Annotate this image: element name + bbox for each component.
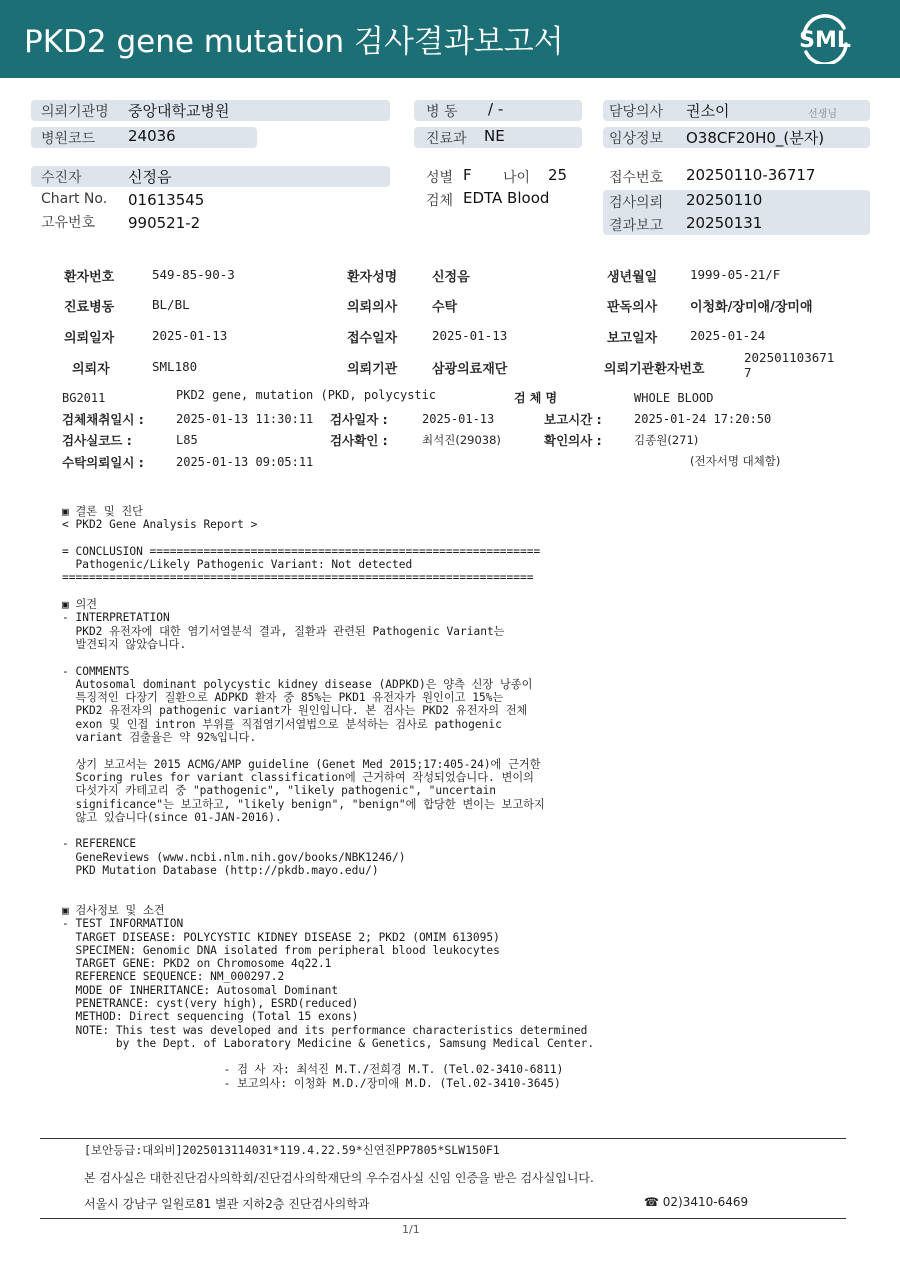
uid-value: 990521-2	[128, 214, 201, 232]
scan-req-doctor: 수탁	[432, 300, 458, 315]
scan-reader: 이청화/장미애/장미애	[690, 300, 813, 315]
scan-reader-label: 판독의사	[607, 300, 658, 315]
scan-request-date: 2025-01-13	[152, 328, 228, 343]
scan-requester-label: 의뢰자	[72, 362, 110, 377]
scan-confirm-doctor-label: 확인의사 :	[544, 433, 602, 448]
patient-label: 수진자	[41, 170, 82, 186]
scan-req-inst: 삼광의료재단	[432, 362, 508, 377]
age-label: 나이	[503, 170, 531, 186]
scan-test-name: PKD2 gene, mutation (PKD, polycystic	[176, 388, 437, 402]
scan-consign-label: 수탁의뢰일시 :	[62, 455, 144, 470]
scan-specimen: WHOLE BLOOD	[634, 391, 714, 405]
phone-text: ☎ 02)3410-6469	[644, 1195, 749, 1209]
request-label: 검사의뢰	[609, 195, 664, 211]
scan-esign: (전자서명 대체함)	[690, 454, 781, 468]
scan-reporttime-label: 보고시간 :	[544, 412, 602, 427]
hospital-code-value: 24036	[128, 127, 176, 145]
sex-label: 성별	[426, 170, 454, 186]
sml-logo	[798, 14, 852, 64]
scan-req-doctor-label: 의뢰의사	[347, 300, 398, 315]
scan-ward-label: 진료병동	[64, 300, 115, 315]
hospital-code-label: 병원코드	[41, 131, 96, 147]
age-value: 25	[548, 166, 568, 184]
receipt-label: 접수번호	[609, 170, 664, 186]
chart-value: 01613545	[128, 191, 205, 209]
scan-room: L85	[176, 433, 198, 447]
scan-confirm-label: 검사확인 :	[330, 433, 388, 448]
footer-bottom-rule	[40, 1218, 846, 1219]
scan-inst-patient-no-2: 7	[744, 365, 752, 380]
certification-text: 본 검사실은 대한진단검사의학회/진단검사의학재단의 우수검사실 신임 인증을 받은 검사실입니다.	[84, 1171, 594, 1185]
scan-ward: BL/BL	[152, 297, 190, 312]
patient-value: 신정음	[128, 168, 172, 186]
scan-collect: 2025-01-13 11:30:11	[176, 412, 314, 426]
scan-reporttime: 2025-01-24 17:20:50	[634, 412, 772, 426]
specimen-value: EDTA Blood	[463, 189, 550, 207]
hospital-label: 의뢰기관명	[41, 104, 109, 120]
clinical-value: O38CF20H0_(분자)	[686, 129, 825, 147]
scan-test-code: BG2011	[62, 391, 106, 405]
dept-label: 진료과	[426, 131, 467, 147]
scan-requester: SML180	[152, 359, 198, 374]
scan-birth-label: 생년월일	[607, 270, 658, 285]
ward-value: / -	[488, 100, 504, 118]
scan-collect-label: 검체채취일시 :	[62, 412, 144, 427]
report-label: 결과보고	[609, 218, 664, 234]
report-body: ▣ 결론 및 진단 < PKD2 Gene Analysis Report > = CONCLUSION ========================================================== Pathogenic/Likely Pathogenic Variant: Not detected ====================================================================== ▣ 의견 - INTERPRETATION PKD2 유전자에 대한 염기서열분석 결과, 질환과 관련된 Pathogenic Variant는 발견되지 않았습니다. - COMMENTS Autosomal dominant polycystic kidney disease (ADPKD)은 양측 신장 낭종이 특징적인 다장기 질환으로 ADPKD 환자 중 85%는 PKD1 유전자가 원인이고 15%는 PKD2 유전자의 pathogenic variant가 원인입니다. 본 검사는 PKD2 유전자의 전체 exon 및 인접 intron 부위를 직접염기서열법으로 분석하는 검사로 pathogenic variant 검출율은 약 92%입니다. 상기 보고서는 2015 ACMG/AMP guideline (Genet Med 2015;17:405-24)에 근거한 Scoring rules for variant classification에 근거하여 작성되었습니다. 변이의 다섯가지 카테고리 중 "pathogenic", "likely pathogenic", "uncertain significance"는 보고하고, "likely benign", "benign"에 합당한 변이는 보고하지 않고 있습니다(since 01-JAN-2016). - REFERENCE GeneReviews (www.ncbi.nlm.nih.gov/books/NBK1246/) PKD Mutation Database (http://pkdb.mayo.edu/) ▣ 검사정보 및 소견 - TEST INFORMATION TARGET DISEASE: POLYCYSTIC KIDNEY DISEASE 2; PKD2 (OMIM 613095) SPECIMEN: Genomic DNA isolated from peripheral blood leukocytes TARGET GENE: PKD2 on Chromosome 4q22.1 REFERENCE SEQUENCE: NM_000297.2 MODE OF INHERITANCE: Autosomal Dominant PENETRANCE: cyst(very high), ESRD(reduced) METHOD: Direct sequencing (Total 15 exons) NOTE: This test was developed and its performance characteristics determined by the Dept. of Laboratory Medicine & Genetics, Samsung Medical Center. - 검 사 자: 최석진 M.T./전희경 M.T. (Tel.02-3410-6811) - 보고의사: 이청화 M.D./장미애 M.D. (Tel.02-3410-3645)	[62, 505, 595, 1090]
clinical-label: 임상정보	[609, 131, 664, 147]
scan-patient-no: 549-85-90-3	[152, 267, 235, 282]
scan-receipt-date-label: 접수일자	[347, 331, 398, 346]
scan-testdate: 2025-01-13	[422, 412, 495, 426]
scan-consign: 2025-01-13 09:05:11	[176, 455, 314, 469]
scan-confirm-doctor: 김종원(271)	[634, 433, 699, 447]
scan-patient-name-label: 환자성명	[347, 270, 398, 285]
scan-receipt-date: 2025-01-13	[432, 328, 508, 343]
doctor-label: 담당의사	[609, 104, 664, 120]
sex-value: F	[463, 166, 472, 184]
receipt-value: 20250110-36717	[686, 166, 816, 184]
hospital-value: 중앙대학교병원	[128, 102, 230, 120]
logo-text: SML	[799, 28, 851, 53]
doctor-value: 권소이	[686, 102, 730, 120]
scan-testdate-label: 검사일자 :	[330, 412, 388, 427]
scan-req-inst-label: 의뢰기관	[347, 362, 398, 377]
scan-inst-patient-no-1: 202501103671	[744, 350, 835, 365]
scan-patient-name: 신정음	[432, 270, 470, 285]
chart-label: Chart No.	[41, 191, 108, 207]
ward-label: 병 동	[426, 104, 458, 120]
scan-report-date: 2025-01-24	[690, 328, 766, 343]
scan-room-label: 검사실코드 :	[62, 433, 132, 448]
uid-label: 고유번호	[41, 215, 96, 231]
scan-report-date-label: 보고일자	[607, 331, 658, 346]
scan-birth: 1999-05-21/F	[690, 267, 781, 282]
footer-top-rule	[40, 1138, 846, 1139]
report-title: PKD2 gene mutation 검사결과보고서	[24, 24, 564, 60]
scan-request-date-label: 의뢰일자	[64, 331, 115, 346]
page-number: 1/1	[402, 1223, 420, 1236]
report-header	[0, 0, 900, 78]
scan-specimen-label: 검 체 명	[514, 391, 558, 405]
scan-patient-no-label: 환자번호	[64, 270, 115, 285]
scan-inst-patient-no-label: 의뢰기관환자번호	[604, 362, 705, 377]
doctor-suffix: 선생님	[808, 109, 837, 120]
request-value: 20250110	[686, 191, 763, 209]
scan-confirm: 최석진(29038)	[422, 433, 501, 447]
patient-box	[31, 166, 390, 187]
security-line: [보안등급:대외비]2025013114031*119.4.22.59*신연진PP7805*SLW150F1	[84, 1143, 500, 1157]
specimen-label: 검체	[426, 193, 454, 209]
report-value: 20250131	[686, 214, 763, 232]
address-text: 서울시 강남구 일원로81 별관 지하2층 진단검사의학과	[84, 1197, 370, 1211]
dept-value: NE	[484, 127, 505, 145]
